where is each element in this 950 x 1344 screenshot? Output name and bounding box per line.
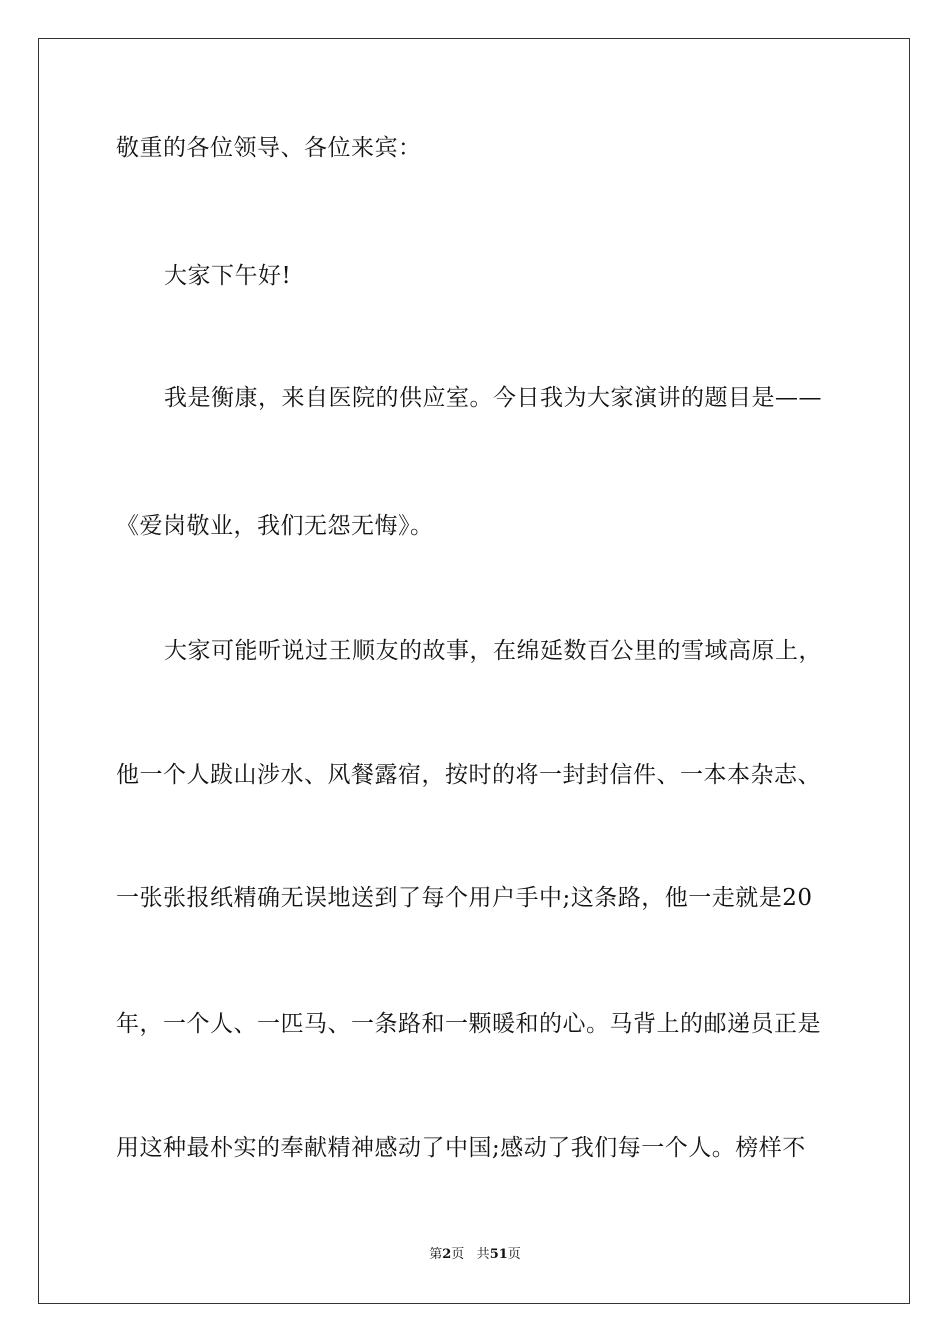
body-line-5: 一张张报纸精确无误地送到了每个用户手中;这条路，他一走就是20 (116, 885, 813, 911)
total-suffix: 页 (507, 1247, 521, 1262)
body-line-7: 用这种最朴实的奉献精神感动了中国;感动了我们每一个人。榜样不 (116, 1135, 806, 1161)
page-prefix: 第 (429, 1247, 443, 1262)
body-line-3: 大家可能听说过王顺友的故事，在绵延数百公里的雪域高原上， (164, 638, 822, 664)
page-suffix: 页 (451, 1247, 465, 1262)
body-line-4: 他一个人跋山涉水、风餐露宿，按时的将一封封信件、一本本杂志、 (116, 762, 821, 788)
total-pages: 51 (489, 1247, 508, 1262)
total-prefix: 共 (476, 1247, 490, 1262)
body-line-6: 年，一个人、一匹马、一条路和一颗暖和的心。马背上的邮递员正是 (116, 1011, 821, 1037)
body-line-1: 我是衡康，来自医院的供应室。今日我为大家演讲的题目是—— (164, 385, 822, 411)
page-footer (0, 1246, 950, 1264)
salutation-line: 敬重的各位领导、各位来宾： (116, 135, 422, 161)
page-border (38, 38, 910, 1304)
page-number: 2 (442, 1247, 452, 1262)
body-line-2: 《爱岗敬业，我们无怨无悔》。 (116, 513, 434, 539)
greeting-line: 大家下午好! (164, 263, 292, 289)
